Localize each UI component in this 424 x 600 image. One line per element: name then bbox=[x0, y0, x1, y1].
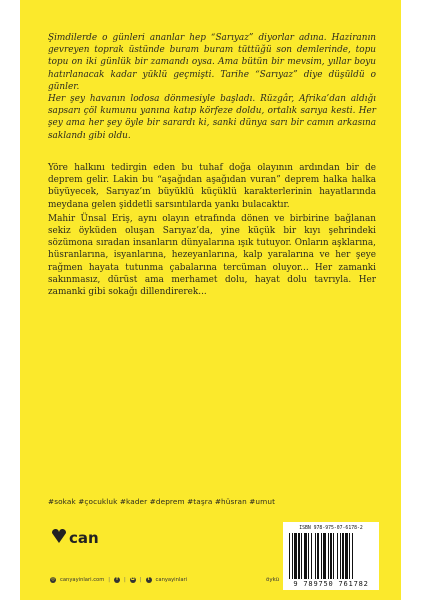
intro-paragraph-1: Şimdilerde o günleri ananlar hep “Sarıyaz” diyorlar adına. Haziranın gevreyen toprak üstünde buram buram tüttüğü son demlerinde, topu topu on iki günlük bir zamandı oysa. Ama bütün bir mevsim, yıllar boyu hatırlanacak kadar yüklü geçmişti. Tarihe “Sarıyaz” diye düşüldü o günler. bbox=[48, 33, 376, 92]
hashtags: #sokak #çocukluk #kader #deprem #taşra #hüsran #umut bbox=[48, 497, 276, 506]
genre-label: öykü bbox=[266, 577, 280, 583]
isbn-text: ISBN 978-975-07-6178-2 bbox=[299, 526, 363, 531]
blurb-text bbox=[48, 162, 376, 300]
facebook-icon[interactable]: f bbox=[114, 577, 120, 583]
divider: | bbox=[124, 577, 126, 583]
intro-paragraph-2: Her şey havanın lodosa dönmesiyle başladı. Rüzgâr, Afrika’dan aldığı sapsarı çöl kumunu yanına katıp körfeze doldu, ortalık sarıya kesti. Her şey ama her şey öyle bir sarardı ki, sanki dünya sarı bir camın arkasına saklandı gibi oldu. bbox=[48, 94, 376, 141]
divider: | bbox=[139, 577, 142, 583]
blurb-paragraph-2: Mahir Ünsal Eriş, aynı olayın etrafında dönen ve birbirine bağlanan sekiz öyküden oluşan Sarıyaz’da, yine küçük bir kıyı şehrindeki sözümona sıradan insanların dünyalarına ışık tutuyor. Onların aşklarına, hüsranlarına, isyanlarına, hezeyanlarına, kalp yaralarına ve her şeye rağmen hayata tutunma çabalarına tercüman oluyor... Her zamanki sakınmasız, dürüst ama merhamet dolu, hayat dolu tavrıyla. Her zamanki gibi sokağı dillendirerek... bbox=[48, 213, 376, 298]
publisher-logo bbox=[50, 525, 110, 549]
instagram-icon[interactable]: ◘ bbox=[130, 577, 135, 582]
website-text[interactable]: canyayinlari.com bbox=[60, 577, 105, 583]
intro-text bbox=[48, 32, 376, 142]
globe-icon: ◎ bbox=[51, 577, 55, 582]
barcode-number: 9 789750 761782 bbox=[293, 580, 369, 588]
back-cover bbox=[20, 0, 401, 600]
divider: | bbox=[108, 577, 111, 583]
twitter-icon[interactable]: t bbox=[147, 577, 150, 582]
publisher-footer bbox=[50, 577, 187, 583]
barcode-area bbox=[283, 522, 379, 590]
blurb-paragraph-1: Yöre halkını tedirgin eden bu tuhaf doğa olayının ardından bir de deprem gelir. Lakin bu “aşağıdan aşağıdan vuran” deprem halka halka büyüyecek, Sarıyaz’ın büyüklü küçüklü karakterlerinin hayatlarında meydana gelen şiddetli sarsıntılarda yankı bulacaktır. bbox=[48, 163, 376, 210]
barcode-icon bbox=[289, 533, 373, 579]
heart-logo-icon bbox=[50, 525, 110, 549]
social-handle[interactable]: canyayinlari bbox=[155, 577, 188, 583]
logo-text: can bbox=[69, 529, 99, 547]
